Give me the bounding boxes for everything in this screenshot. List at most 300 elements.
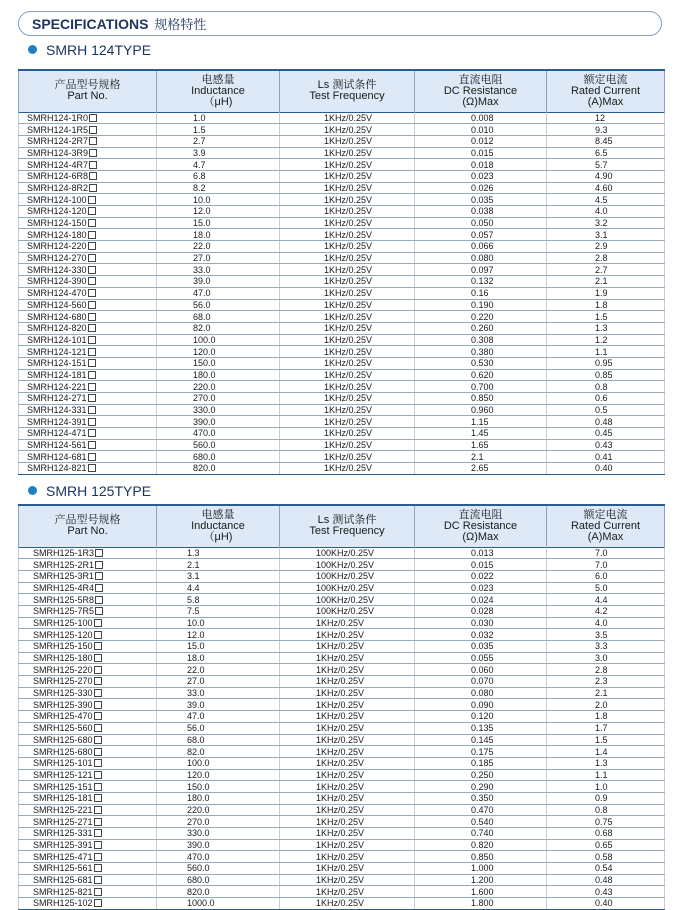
inductance-cell: 560.0 <box>157 863 280 875</box>
table-row <box>19 641 665 653</box>
part-number-cell: SMRH124-1R0 <box>19 112 157 124</box>
table-row <box>19 757 665 769</box>
rated-current-cell: 0.6 <box>547 393 665 405</box>
part-number-cell: SMRH125-101 <box>19 757 157 769</box>
test-frequency-cell: 1KHz/0.25V <box>280 311 415 323</box>
rated-current-cell: 1.2 <box>547 334 665 346</box>
rated-current-cell: 3.2 <box>547 217 665 229</box>
table-row <box>19 687 665 699</box>
part-number-cell: SMRH125-560 <box>19 722 157 734</box>
dc-resistance-cell: 0.024 <box>415 594 547 606</box>
checkbox-square-icon <box>89 114 97 122</box>
title-cn: 规格特性 <box>154 17 207 32</box>
test-frequency-cell: 1KHz/0.25V <box>280 252 415 264</box>
test-frequency-cell: 1KHz/0.25V <box>280 229 415 241</box>
dc-resistance-cell: 0.080 <box>415 687 547 699</box>
table-row <box>19 851 665 863</box>
rated-current-cell: 12 <box>547 112 665 124</box>
table-row <box>19 416 665 428</box>
part-number-cell: SMRH124-681 <box>19 451 157 463</box>
checkbox-square-icon <box>94 701 102 709</box>
part-number-cell: SMRH125-391 <box>19 839 157 851</box>
table-row <box>19 559 665 571</box>
inductance-cell: 18.0 <box>157 229 280 241</box>
part-number-cell: SMRH124-820 <box>19 322 157 334</box>
bullet-icon <box>28 486 37 495</box>
dc-resistance-cell: 0.530 <box>415 357 547 369</box>
dc-resistance-cell: 0.026 <box>415 182 547 194</box>
part-number-cell: SMRH124-560 <box>19 299 157 311</box>
inductance-cell: 47.0 <box>157 711 280 723</box>
test-frequency-cell: 1KHz/0.25V <box>280 322 415 334</box>
table-row <box>19 617 665 629</box>
inductance-cell: 82.0 <box>157 322 280 334</box>
part-number-cell: SMRH124-331 <box>19 404 157 416</box>
part-number-cell: SMRH125-330 <box>19 687 157 699</box>
inductance-cell: 100.0 <box>157 334 280 346</box>
dc-resistance-cell: 0.035 <box>415 194 547 206</box>
dc-resistance-cell: 0.350 <box>415 792 547 804</box>
part-number-cell: SMRH124-221 <box>19 381 157 393</box>
rated-current-cell: 3.3 <box>547 641 665 653</box>
part-number-cell: SMRH124-1R5 <box>19 124 157 136</box>
part-number-cell: SMRH125-470 <box>19 711 157 723</box>
part-number-cell: SMRH124-181 <box>19 369 157 381</box>
dc-resistance-cell: 0.470 <box>415 804 547 816</box>
inductance-cell: 1.3 <box>157 547 280 559</box>
part-number-cell: SMRH125-270 <box>19 676 157 688</box>
table-row <box>19 734 665 746</box>
part-number-cell: SMRH124-390 <box>19 276 157 288</box>
part-number-cell: SMRH125-3R1 <box>19 570 157 582</box>
checkbox-square-icon <box>89 137 97 145</box>
dc-resistance-cell: 0.16 <box>415 287 547 299</box>
test-frequency-cell: 100KHz/0.25V <box>280 570 415 582</box>
part-number-cell: SMRH125-331 <box>19 828 157 840</box>
inductance-cell: 6.8 <box>157 170 280 182</box>
table-row <box>19 547 665 559</box>
dc-resistance-cell: 1.45 <box>415 428 547 440</box>
inductance-cell: 680.0 <box>157 874 280 886</box>
table-row <box>19 311 665 323</box>
inductance-cell: 1.5 <box>157 124 280 136</box>
checkbox-square-icon <box>89 161 97 169</box>
test-frequency-cell: 1KHz/0.25V <box>280 182 415 194</box>
inductance-cell: 180.0 <box>157 369 280 381</box>
dc-resistance-cell: 1.15 <box>415 416 547 428</box>
checkbox-square-icon <box>88 277 96 285</box>
inductance-cell: 33.0 <box>157 264 280 276</box>
checkbox-square-icon <box>94 888 102 896</box>
inductance-cell: 15.0 <box>157 217 280 229</box>
checkbox-square-icon <box>94 689 102 697</box>
test-frequency-cell: 1KHz/0.25V <box>280 393 415 405</box>
header-dcr: 直流电阻 DC Resistance (Ω)Max <box>415 70 547 112</box>
part-number-cell: SMRH125-681 <box>19 874 157 886</box>
rated-current-cell: 0.58 <box>547 851 665 863</box>
rated-current-cell: 0.48 <box>547 416 665 428</box>
inductance-cell: 3.1 <box>157 570 280 582</box>
checkbox-square-icon <box>88 196 96 204</box>
checkbox-square-icon <box>88 254 96 262</box>
checkbox-square-icon <box>88 394 96 402</box>
checkbox-square-icon <box>88 313 96 321</box>
inductance-cell: 15.0 <box>157 641 280 653</box>
section-title-124-text: SMRH 124TYPE <box>46 42 152 58</box>
test-frequency-cell: 1KHz/0.25V <box>280 299 415 311</box>
inductance-cell: 1.0 <box>157 112 280 124</box>
table-row <box>19 699 665 711</box>
part-number-cell: SMRH124-3R9 <box>19 147 157 159</box>
checkbox-square-icon <box>89 184 97 192</box>
table-row <box>19 393 665 405</box>
part-number-cell: SMRH125-1R3 <box>19 547 157 559</box>
part-number-cell: SMRH125-150 <box>19 641 157 653</box>
dc-resistance-cell: 0.097 <box>415 264 547 276</box>
table-row <box>19 746 665 758</box>
dc-resistance-cell: 0.010 <box>415 124 547 136</box>
dc-resistance-cell: 0.023 <box>415 170 547 182</box>
part-number-cell: SMRH125-151 <box>19 781 157 793</box>
dc-resistance-cell: 0.055 <box>415 652 547 664</box>
checkbox-square-icon <box>94 876 102 884</box>
dc-resistance-cell: 0.057 <box>415 229 547 241</box>
checkbox-square-icon <box>94 666 102 674</box>
part-number-cell: SMRH125-100 <box>19 617 157 629</box>
part-number-cell: SMRH125-181 <box>19 792 157 804</box>
part-number-cell: SMRH125-180 <box>19 652 157 664</box>
checkbox-square-icon <box>94 759 102 767</box>
checkbox-square-icon <box>88 383 96 391</box>
rated-current-cell: 1.1 <box>547 769 665 781</box>
inductance-cell: 27.0 <box>157 252 280 264</box>
rated-current-cell: 2.3 <box>547 676 665 688</box>
dc-resistance-cell: 0.290 <box>415 781 547 793</box>
inductance-cell: 4.4 <box>157 582 280 594</box>
test-frequency-cell: 1KHz/0.25V <box>280 641 415 653</box>
table-row <box>19 194 665 206</box>
inductance-cell: 1000.0 <box>157 898 280 910</box>
title-en: SPECIFICATIONS <box>32 16 149 32</box>
checkbox-square-icon <box>94 736 102 744</box>
spec-table-124 <box>18 69 665 475</box>
rated-current-cell: 7.0 <box>547 559 665 571</box>
table-row <box>19 287 665 299</box>
rated-current-cell: 2.9 <box>547 241 665 253</box>
test-frequency-cell: 1KHz/0.25V <box>280 711 415 723</box>
checkbox-square-icon <box>94 771 102 779</box>
inductance-cell: 120.0 <box>157 346 280 358</box>
table-row <box>19 428 665 440</box>
table-row <box>19 898 665 910</box>
rated-current-cell: 1.4 <box>547 746 665 758</box>
inductance-cell: 56.0 <box>157 722 280 734</box>
dc-resistance-cell: 1.200 <box>415 874 547 886</box>
rated-current-cell: 0.85 <box>547 369 665 381</box>
rated-current-cell: 0.40 <box>547 463 665 475</box>
inductance-cell: 150.0 <box>157 357 280 369</box>
test-frequency-cell: 1KHz/0.25V <box>280 112 415 124</box>
test-frequency-cell: 100KHz/0.25V <box>280 559 415 571</box>
part-number-cell: SMRH125-120 <box>19 629 157 641</box>
test-frequency-cell: 1KHz/0.25V <box>280 898 415 910</box>
rated-current-cell: 1.1 <box>547 346 665 358</box>
dc-resistance-cell: 0.540 <box>415 816 547 828</box>
part-number-cell: SMRH124-121 <box>19 346 157 358</box>
test-frequency-cell: 1KHz/0.25V <box>280 757 415 769</box>
part-number-cell: SMRH125-471 <box>19 851 157 863</box>
rated-current-cell: 1.3 <box>547 322 665 334</box>
dc-resistance-cell: 0.018 <box>415 159 547 171</box>
checkbox-square-icon <box>94 794 102 802</box>
rated-current-cell: 3.5 <box>547 629 665 641</box>
header-inductance: 电感量 Inductance （μH) <box>157 505 280 547</box>
test-frequency-cell: 1KHz/0.25V <box>280 734 415 746</box>
table-row <box>19 159 665 171</box>
dc-resistance-cell: 0.850 <box>415 851 547 863</box>
checkbox-square-icon <box>88 348 96 356</box>
test-frequency-cell: 1KHz/0.25V <box>280 664 415 676</box>
table-row <box>19 369 665 381</box>
inductance-cell: 220.0 <box>157 381 280 393</box>
checkbox-square-icon <box>94 654 102 662</box>
dc-resistance-cell: 0.620 <box>415 369 547 381</box>
inductance-cell: 8.2 <box>157 182 280 194</box>
part-number-cell: SMRH124-151 <box>19 357 157 369</box>
table-row <box>19 874 665 886</box>
dc-resistance-cell: 0.220 <box>415 311 547 323</box>
page-title <box>32 14 206 33</box>
rated-current-cell: 0.54 <box>547 863 665 875</box>
inductance-cell: 12.0 <box>157 206 280 218</box>
inductance-cell: 27.0 <box>157 676 280 688</box>
part-number-cell: SMRH124-561 <box>19 439 157 451</box>
rated-current-cell: 2.8 <box>547 664 665 676</box>
test-frequency-cell: 1KHz/0.25V <box>280 699 415 711</box>
part-number-cell: SMRH125-221 <box>19 804 157 816</box>
dc-resistance-cell: 0.080 <box>415 252 547 264</box>
checkbox-square-icon <box>88 453 96 461</box>
dc-resistance-cell: 0.185 <box>415 757 547 769</box>
rated-current-cell: 1.5 <box>547 734 665 746</box>
rated-current-cell: 2.7 <box>547 264 665 276</box>
table-row <box>19 439 665 451</box>
checkbox-square-icon <box>94 642 102 650</box>
test-frequency-cell: 1KHz/0.25V <box>280 769 415 781</box>
inductance-cell: 560.0 <box>157 439 280 451</box>
part-number-cell: SMRH125-2R1 <box>19 559 157 571</box>
inductance-cell: 820.0 <box>157 463 280 475</box>
header-part: 产品型号规格 Part No. <box>19 70 157 112</box>
table-row <box>19 112 665 124</box>
part-number-cell: SMRH124-271 <box>19 393 157 405</box>
test-frequency-cell: 1KHz/0.25V <box>280 428 415 440</box>
table-row <box>19 792 665 804</box>
rated-current-cell: 3.1 <box>547 229 665 241</box>
test-frequency-cell: 100KHz/0.25V <box>280 594 415 606</box>
test-frequency-cell: 1KHz/0.25V <box>280 287 415 299</box>
test-frequency-cell: 1KHz/0.25V <box>280 276 415 288</box>
test-frequency-cell: 1KHz/0.25V <box>280 381 415 393</box>
test-frequency-cell: 1KHz/0.25V <box>280 404 415 416</box>
test-frequency-cell: 1KHz/0.25V <box>280 147 415 159</box>
test-frequency-cell: 1KHz/0.25V <box>280 124 415 136</box>
dc-resistance-cell: 0.015 <box>415 559 547 571</box>
test-frequency-cell: 100KHz/0.25V <box>280 547 415 559</box>
rated-current-cell: 0.40 <box>547 898 665 910</box>
table-row <box>19 322 665 334</box>
test-frequency-cell: 1KHz/0.25V <box>280 217 415 229</box>
rated-current-cell: 0.41 <box>547 451 665 463</box>
inductance-cell: 220.0 <box>157 804 280 816</box>
part-number-cell: SMRH124-821 <box>19 463 157 475</box>
dc-resistance-cell: 0.070 <box>415 676 547 688</box>
part-number-cell: SMRH124-470 <box>19 287 157 299</box>
part-number-cell: SMRH125-121 <box>19 769 157 781</box>
rated-current-cell: 2.0 <box>547 699 665 711</box>
dc-resistance-cell: 0.013 <box>415 547 547 559</box>
rated-current-cell: 9.3 <box>547 124 665 136</box>
rated-current-cell: 4.5 <box>547 194 665 206</box>
part-number-cell: SMRH124-220 <box>19 241 157 253</box>
rated-current-cell: 3.0 <box>547 652 665 664</box>
part-number-cell: SMRH124-680 <box>19 311 157 323</box>
dc-resistance-cell: 0.060 <box>415 664 547 676</box>
inductance-cell: 12.0 <box>157 629 280 641</box>
test-frequency-cell: 1KHz/0.25V <box>280 346 415 358</box>
checkbox-square-icon <box>88 336 96 344</box>
inductance-cell: 470.0 <box>157 428 280 440</box>
table-row <box>19 404 665 416</box>
checkbox-square-icon <box>94 853 102 861</box>
dc-resistance-cell: 1.600 <box>415 886 547 898</box>
table-row <box>19 664 665 676</box>
test-frequency-cell: 1KHz/0.25V <box>280 676 415 688</box>
test-frequency-cell: 1KHz/0.25V <box>280 206 415 218</box>
checkbox-square-icon <box>88 441 96 449</box>
table-row <box>19 594 665 606</box>
inductance-cell: 3.9 <box>157 147 280 159</box>
rated-current-cell: 0.5 <box>547 404 665 416</box>
inductance-cell: 150.0 <box>157 781 280 793</box>
test-frequency-cell: 1KHz/0.25V <box>280 416 415 428</box>
inductance-cell: 390.0 <box>157 416 280 428</box>
rated-current-cell: 1.8 <box>547 299 665 311</box>
rated-current-cell: 4.90 <box>547 170 665 182</box>
header-current: 额定电流 Rated Current (A)Max <box>547 70 665 112</box>
inductance-cell: 2.1 <box>157 559 280 571</box>
inductance-cell: 470.0 <box>157 851 280 863</box>
inductance-cell: 680.0 <box>157 451 280 463</box>
checkbox-square-icon <box>88 242 96 250</box>
dc-resistance-cell: 0.135 <box>415 722 547 734</box>
checkbox-square-icon <box>94 783 102 791</box>
part-number-cell: SMRH124-391 <box>19 416 157 428</box>
rated-current-cell: 0.68 <box>547 828 665 840</box>
table-row <box>19 276 665 288</box>
rated-current-cell: 6.0 <box>547 570 665 582</box>
test-frequency-cell: 1KHz/0.25V <box>280 792 415 804</box>
table-row <box>19 676 665 688</box>
dc-resistance-cell: 0.022 <box>415 570 547 582</box>
part-number-cell: SMRH125-680 <box>19 746 157 758</box>
inductance-cell: 270.0 <box>157 816 280 828</box>
table-row <box>19 570 665 582</box>
part-number-cell: SMRH125-7R5 <box>19 605 157 617</box>
dc-resistance-cell: 0.850 <box>415 393 547 405</box>
checkbox-square-icon <box>88 359 96 367</box>
table-row <box>19 381 665 393</box>
checkbox-square-icon <box>88 371 96 379</box>
inductance-cell: 820.0 <box>157 886 280 898</box>
checkbox-square-icon <box>88 324 96 332</box>
test-frequency-cell: 1KHz/0.25V <box>280 816 415 828</box>
checkbox-square-icon <box>95 584 103 592</box>
inductance-cell: 39.0 <box>157 276 280 288</box>
checkbox-square-icon <box>88 231 96 239</box>
inductance-cell: 4.7 <box>157 159 280 171</box>
inductance-cell: 10.0 <box>157 194 280 206</box>
part-number-cell: SMRH124-471 <box>19 428 157 440</box>
rated-current-cell: 1.7 <box>547 722 665 734</box>
dc-resistance-cell: 0.023 <box>415 582 547 594</box>
dc-resistance-cell: 2.65 <box>415 463 547 475</box>
test-frequency-cell: 1KHz/0.25V <box>280 828 415 840</box>
checkbox-square-icon <box>89 126 97 134</box>
checkbox-square-icon <box>94 841 102 849</box>
dc-resistance-cell: 1.000 <box>415 863 547 875</box>
checkbox-square-icon <box>89 149 97 157</box>
test-frequency-cell: 1KHz/0.25V <box>280 170 415 182</box>
checkbox-square-icon <box>94 631 102 639</box>
section-title-125 <box>28 483 151 499</box>
dc-resistance-cell: 0.030 <box>415 617 547 629</box>
rated-current-cell: 1.9 <box>547 287 665 299</box>
checkbox-square-icon <box>95 596 103 604</box>
table-row <box>19 357 665 369</box>
inductance-cell: 5.8 <box>157 594 280 606</box>
checkbox-square-icon <box>94 864 102 872</box>
header-dcr: 直流电阻 DC Resistance (Ω)Max <box>415 505 547 547</box>
rated-current-cell: 4.60 <box>547 182 665 194</box>
checkbox-square-icon <box>94 712 102 720</box>
dc-resistance-cell: 0.066 <box>415 241 547 253</box>
rated-current-cell: 5.0 <box>547 582 665 594</box>
part-number-cell: SMRH124-120 <box>19 206 157 218</box>
inductance-cell: 390.0 <box>157 839 280 851</box>
table-row <box>19 863 665 875</box>
dc-resistance-cell: 0.032 <box>415 629 547 641</box>
test-frequency-cell: 1KHz/0.25V <box>280 617 415 629</box>
table-row <box>19 804 665 816</box>
test-frequency-cell: 100KHz/0.25V <box>280 582 415 594</box>
test-frequency-cell: 1KHz/0.25V <box>280 194 415 206</box>
table-row <box>19 816 665 828</box>
rated-current-cell: 8.45 <box>547 135 665 147</box>
header-frequency: Ls 测试条件 Test Frequency <box>280 70 415 112</box>
rated-current-cell: 0.43 <box>547 886 665 898</box>
table-row <box>19 886 665 898</box>
dc-resistance-cell: 0.038 <box>415 206 547 218</box>
inductance-cell: 270.0 <box>157 393 280 405</box>
test-frequency-cell: 1KHz/0.25V <box>280 439 415 451</box>
table-row <box>19 722 665 734</box>
inductance-cell: 22.0 <box>157 664 280 676</box>
table-row <box>19 828 665 840</box>
rated-current-cell: 1.5 <box>547 311 665 323</box>
inductance-cell: 18.0 <box>157 652 280 664</box>
test-frequency-cell: 100KHz/0.25V <box>280 605 415 617</box>
